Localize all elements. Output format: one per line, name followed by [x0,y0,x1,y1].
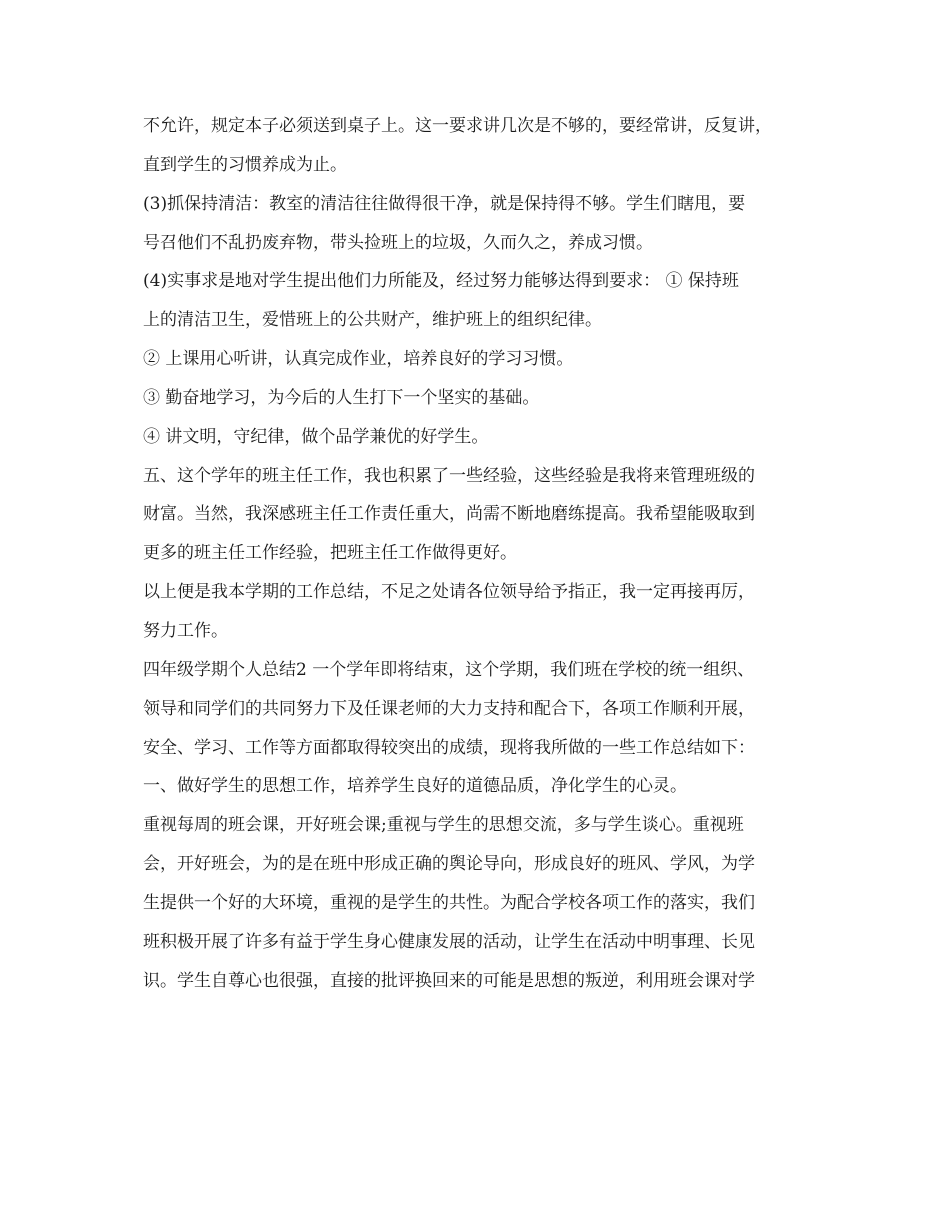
text-line: 号召他们不乱扔废弃物，带头捡班上的垃圾，久而久之，养成习惯。 [143,232,653,253]
text-line: ② 上课用心听讲，认真完成作业，培养良好的学习习惯。 [143,349,574,370]
text-line: 四年级学期个人总结2 一个学年即将结束，这个学期，我们班在学校的统一组织、 [143,659,755,680]
text-line: ③ 勤奋地学习，为今后的人生打下一个坚实的基础。 [143,387,540,408]
text-line: 安全、学习、工作等方面都取得较突出的成绩，现将我所做的一些工作总结如下： [143,737,755,758]
text-line: 五、这个学年的班主任工作，我也积累了一些经验，这些经验是我将来管理班级的 [143,465,755,486]
text-line: (3)抓保持清洁：教室的清洁往往做得很干净，就是保持得不够。学生们瞎甩，要 [143,193,746,214]
text-line: (4)实事求是地对学生提出他们力所能及，经过努力能够达得到要求： ① 保持班 [143,271,739,292]
text-line: 识。学生自尊心也很强，直接的批评换回来的可能是思想的叛逆，利用班会课对学 [143,970,755,991]
text-line: 上的清洁卫生，爱惜班上的公共财产，维护班上的组织纪律。 [143,310,602,331]
text-line: 以上便是我本学期的工作总结，不足之处请各位领导给予指正，我一定再接再厉， [143,582,755,603]
text-line: 生提供一个好的大环境，重视的是学生的共性。为配合学校各项工作的落实，我们 [143,892,755,913]
text-line: ④ 讲文明，守纪律，做个品学兼优的好学生。 [143,426,489,447]
text-line: 努力工作。 [143,620,228,641]
text-line: 重视每周的班会课，开好班会课;重视与学生的思想交流，多与学生谈心。重视班 [143,815,744,836]
text-line: 会，开好班会，为的是在班中形成正确的舆论导向，形成良好的班风、学风，为学 [143,854,755,875]
text-line: 领导和同学们的共同努力下及任课老师的大力支持和配合下，各项工作顺利开展， [143,698,755,719]
document-body [143,107,843,1000]
text-line: 班积极开展了许多有益于学生身心健康发展的活动，让学生在活动中明事理、长见 [143,931,755,952]
text-line: 不允许，规定本子必须送到桌子上。这一要求讲几次是不够的，要经常讲，反复讲， [143,116,772,136]
text-line: 财富。当然，我深感班主任工作责任重大，尚需不断地磨练提高。我希望能吸取到 [143,504,755,525]
text-line: 一、做好学生的思想工作，培养学生良好的道德品质，净化学生的心灵。 [143,776,687,797]
text-line: 直到学生的习惯养成为止。 [143,154,347,175]
text-line: 更多的班主任工作经验，把班主任工作做得更好。 [143,543,517,564]
